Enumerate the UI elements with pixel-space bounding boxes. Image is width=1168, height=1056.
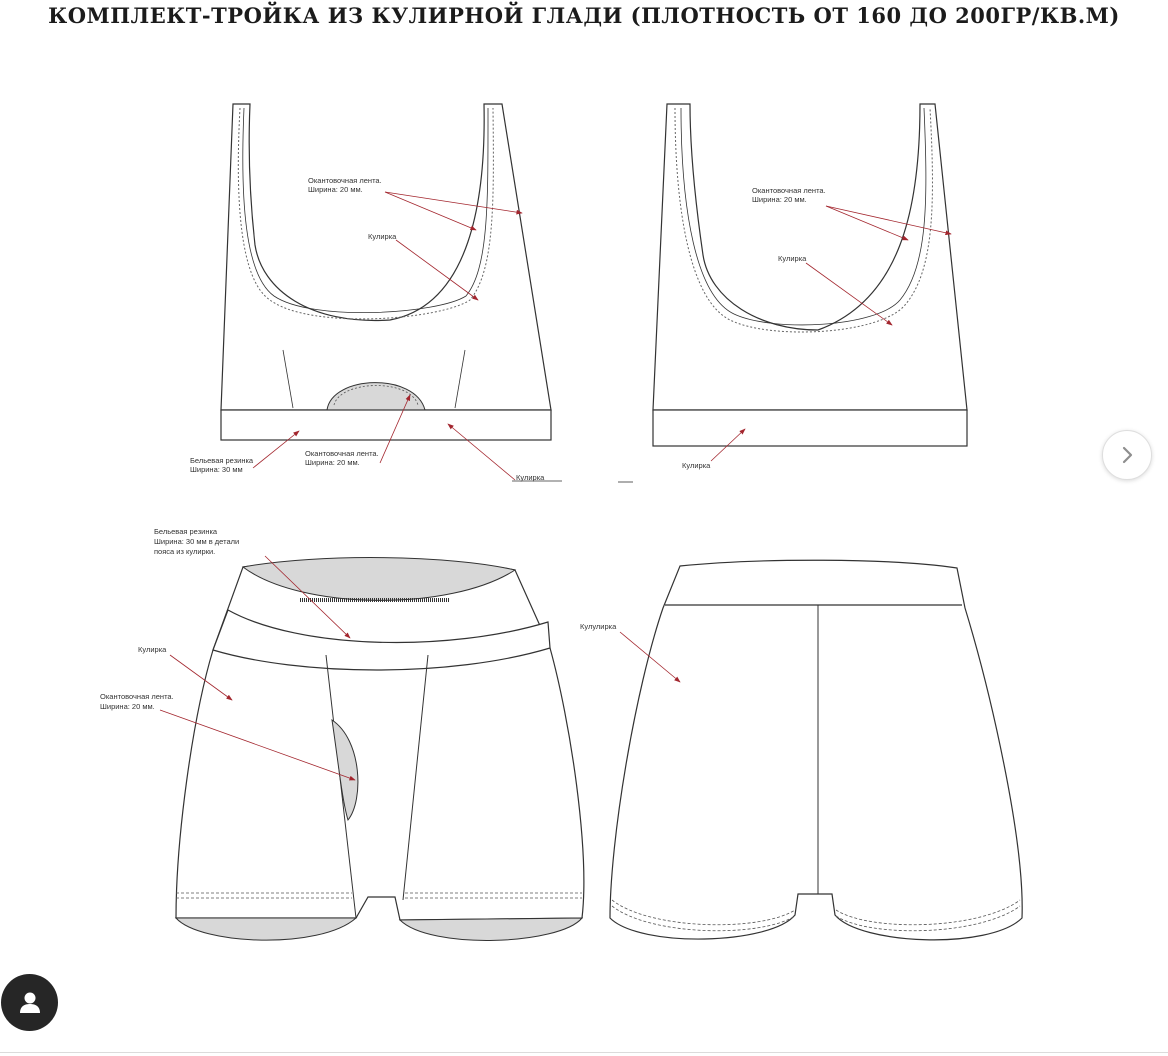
shorts-back-kulirka-label: Кулулирка <box>580 622 617 631</box>
bra-back-binding-label-2: Ширина: 20 мм. <box>752 195 807 204</box>
bra-front-kulirka-label: Кулирка <box>368 232 397 241</box>
profile-avatar-button[interactable] <box>1 974 58 1031</box>
bra-back-drawing <box>618 104 967 482</box>
bra-back-binding-label-1: Окантовочная лента. <box>752 186 826 195</box>
bottom-divider <box>0 1052 1168 1053</box>
bra-front-center-binding-label-1: Окантовочная лента. <box>305 449 379 458</box>
chevron-right-icon <box>1117 445 1137 465</box>
bra-front-center-binding-label-2: Ширина: 20 мм. <box>305 458 360 467</box>
shorts-back-drawing <box>580 560 1022 940</box>
bra-front-band-kulirka-label: Кулирка <box>516 473 545 482</box>
shorts-front-elastic-label-1: Бельевая резинка <box>154 527 218 536</box>
shorts-front-kulirka-label: Кулирка <box>138 645 167 654</box>
bra-back-kulirka-label: Кулирка <box>778 254 807 263</box>
shorts-front-elastic-label-2: Ширина: 30 мм в детали <box>154 537 240 546</box>
post-title: КОМПЛЕКТ-ТРОЙКА ИЗ КУЛИРНОЙ ГЛАДИ (ПЛОТНОСТЬ ОТ 160 ДО 200ГР/КВ.М) <box>48 3 1120 28</box>
shorts-front-drawing <box>100 527 584 940</box>
shorts-front-elastic-label-3: пояса из кулирки. <box>154 547 216 556</box>
next-image-button[interactable] <box>1102 430 1152 480</box>
bra-front-elastic-label-1: Бельевая резинка <box>190 456 254 465</box>
bra-front-drawing <box>190 104 562 482</box>
bra-front-binding-label-2: Ширина: 20 мм. <box>308 185 363 194</box>
bra-back-band-kulirka-label: Кулирка <box>682 461 711 470</box>
user-icon <box>16 989 44 1017</box>
shorts-front-binding-label-2: Ширина: 20 мм. <box>100 702 155 711</box>
bra-front-binding-label-1: Окантовочная лента. <box>308 176 382 185</box>
shorts-front-binding-label-1: Окантовочная лента. <box>100 692 174 701</box>
bra-front-elastic-label-2: Ширина: 30 мм <box>190 465 243 474</box>
